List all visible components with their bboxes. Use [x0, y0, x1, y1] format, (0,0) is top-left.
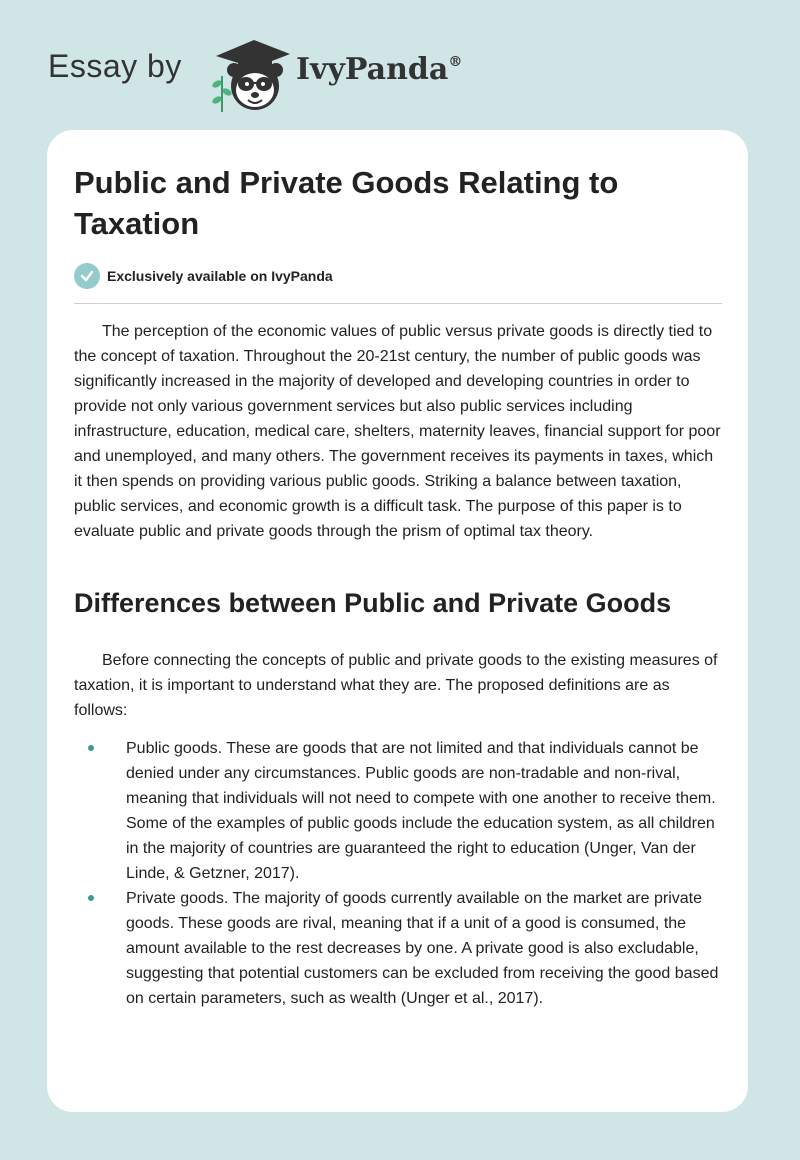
list-item-text: Public goods. These are goods that are not limited and that individuals cannot be denied under any circumstances. Public goods are non-tradable and non-rival, meaning that individuals will not need to compete with one another to receive them. Some of the examples of public goods include the education system, as all children in the majority of countries are guaranteed the right to education (Unger, Van der Linde, & Getzner, 2017). [126, 740, 716, 882]
list-item-text: Private goods. The majority of goods currently available on the market are private goods. These goods are rival, meaning that if a unit of a good is consumed, the amount available to the rest decreases by one. A private good is also excludable, suggesting that potential customers can be excluded from receiving the good based on certain parameters, such as wealth (Unger et al., 2017). [126, 890, 719, 1007]
brand-name [296, 52, 462, 87]
brand-text: IvyPanda [296, 52, 449, 87]
divider [74, 303, 722, 304]
list-item [74, 886, 724, 1011]
essay-by-label: Essay by [48, 48, 182, 84]
exclusive-badge [74, 263, 333, 289]
exclusive-text: Exclusively available on IvyPanda [107, 268, 333, 284]
panda-logo-icon [202, 34, 292, 114]
essay-card [47, 130, 748, 1112]
page-title: Public and Private Goods Relating to Taxation [74, 165, 619, 241]
definitions-list [74, 736, 724, 1011]
registered-mark: ® [448, 54, 463, 70]
intro-paragraph: The perception of the economic values of public versus private goods is directly tied to the concept of taxation. Throughout the 20-21st century, the number of public goods was significantly increased in the majority of developed and developing countries in order to provide not only various government services but also public services including infrastructure, education, medical care, shelters, maternity leaves, financial support for poor and unemployed, and many others. The government receives its payments in taxes, which it then spends on providing various public goods. Striking a balance between taxation, public services, and economic growth is a difficult task. The purpose of this paper is to evaluate public and private goods through the prism of optimal tax theory. [74, 323, 721, 540]
bullet-icon [88, 745, 94, 751]
section-intro-paragraph: Before connecting the concepts of public and private goods to the existing measures of taxation, it is important to understand what they are. The proposed definitions are as follows: [74, 652, 718, 719]
bullet-icon [88, 895, 94, 901]
site-header [48, 30, 508, 120]
section-heading: Differences between Public and Private Goods [74, 588, 672, 618]
check-icon [74, 263, 100, 289]
list-item [74, 736, 724, 886]
